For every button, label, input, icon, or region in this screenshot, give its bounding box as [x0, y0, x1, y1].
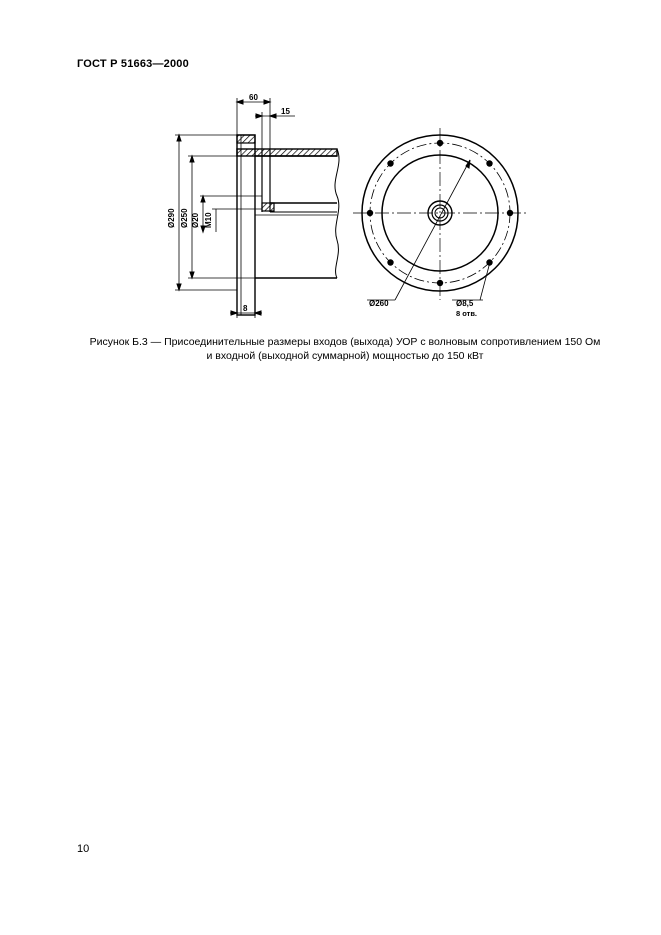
- bolt-hole: [367, 210, 373, 216]
- dim-width-label: 60: [249, 93, 258, 102]
- bolt-hole: [486, 160, 492, 166]
- dim-bolt-circle-label: Ø260: [369, 299, 389, 308]
- front-view: [353, 128, 527, 300]
- dim-flange-thickness-label: 8: [243, 304, 248, 313]
- figure-caption: [80, 335, 610, 363]
- dim-outer-diameter-label: Ø290: [167, 208, 176, 228]
- caption-line-2: и входной (выходной суммарной) мощностью до 150 кВт: [206, 350, 484, 362]
- side-view: [175, 98, 339, 318]
- dim-bolt-circle-side-label: Ø250: [180, 208, 189, 228]
- bolt-hole: [437, 280, 443, 286]
- document-header: ГОСТ Р 51663—2000: [77, 58, 189, 70]
- caption-line-1: Рисунок Б.3 — Присоединительные размеры входов (выхода) УОР с волновым сопротивлением 150 Ом: [89, 336, 601, 348]
- bolt-hole: [387, 160, 393, 166]
- page-number: 10: [77, 843, 90, 855]
- bolt-hole: [387, 259, 393, 265]
- bolt-hole: [486, 259, 492, 265]
- dim-offset-label: 15: [281, 107, 290, 116]
- dim-hole-diameter-label: Ø8,5: [456, 299, 474, 308]
- dim-hole-count-label: 8 отв.: [456, 309, 478, 318]
- bolt-hole: [507, 210, 513, 216]
- dim-thread-label: M10: [204, 212, 213, 228]
- bolt-hole: [437, 140, 443, 146]
- dim-inner-diameter-label: Ø20: [191, 212, 200, 228]
